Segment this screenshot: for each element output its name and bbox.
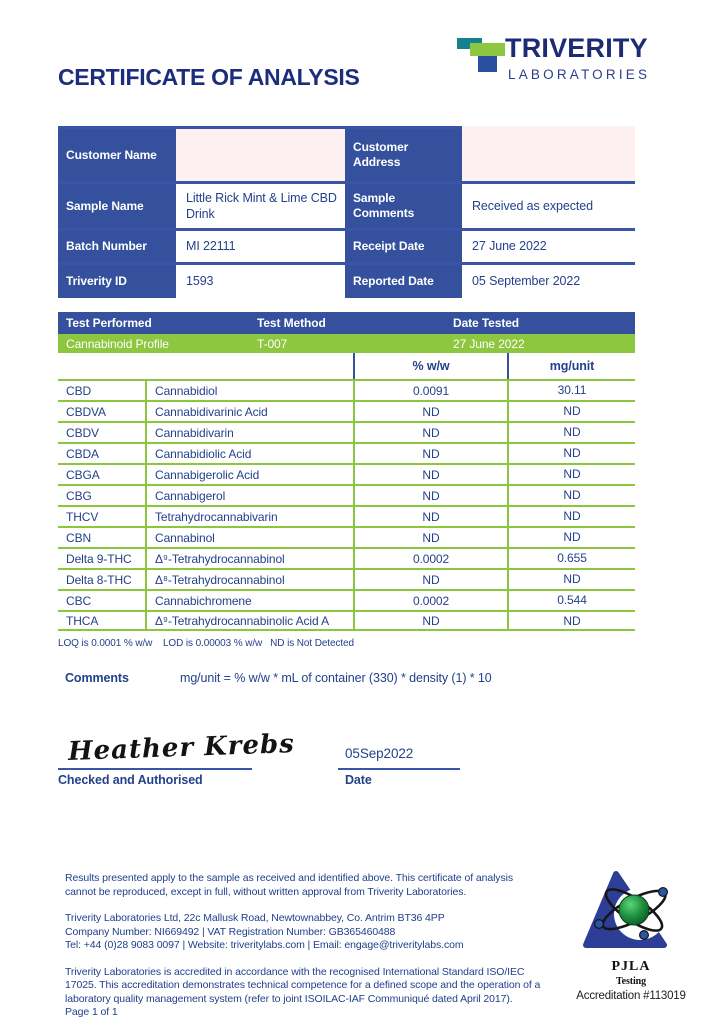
footer-address: Triverity Laboratories Ltd, 22c Mallusk Road, Newtownabbey, Co. Antrim BT36 4PP <box>65 912 445 924</box>
analyte-mg-unit: 0.655 <box>507 549 635 568</box>
pjla-name: PJLA <box>611 959 651 974</box>
analyte-percent-ww: ND <box>353 486 507 505</box>
col-header-date-tested: Date Tested <box>453 316 520 330</box>
info-left-label: Customer Name <box>58 126 176 184</box>
info-right-value <box>462 126 635 184</box>
info-right-label: Reported Date <box>345 265 462 298</box>
col-header-test-method: Test Method <box>257 316 326 330</box>
result-row <box>58 568 635 589</box>
analyte-mg-unit: ND <box>507 465 635 484</box>
analyte-abbr: CBDA <box>66 446 99 461</box>
analyte-abbr: THCV <box>66 509 99 524</box>
info-left-label: Sample Name <box>58 184 176 231</box>
triverity-logo-icon <box>455 33 503 78</box>
analyte-percent-ww: ND <box>353 570 507 589</box>
result-row <box>58 589 635 610</box>
unit-header-percent: % w/w <box>353 353 507 379</box>
sample-info-table <box>58 126 635 298</box>
unit-header-mg: mg/unit <box>507 353 635 379</box>
footer-accreditation: Triverity Laboratories is accredited in accordance with the recognised International Standard ISO/IEC 17025. This accreditation demonstrates technical competence for a defined scope and the operation of a laboratory quality management system (refer to joint ISOILAC-IAF Communiqué dated April 2017). <box>65 965 541 1005</box>
footer-block <box>65 872 543 1020</box>
analyte-mg-unit: ND <box>507 423 635 442</box>
result-row <box>58 400 635 421</box>
analyte-name: Cannabigerol <box>145 486 353 505</box>
analyte-mg-unit: ND <box>507 528 635 547</box>
pjla-testing-label: Testing <box>615 976 647 987</box>
footer-disclaimer: Results presented apply to the sample as received and identified above. This certificate of analysis cannot be reproduced, except in full, without written approval from Triverity Laboratories. <box>65 872 513 898</box>
signature-line <box>58 768 252 770</box>
analyte-name: Cannabidiolic Acid <box>145 444 353 463</box>
analyte-abbr: CBG <box>66 488 92 503</box>
info-right-value: 05 September 2022 <box>472 274 581 289</box>
footer-address-block <box>65 912 543 953</box>
pjla-accreditation-number: Accreditation #113019 <box>576 990 686 1002</box>
analyte-mg-unit: ND <box>507 402 635 421</box>
analyte-percent-ww: ND <box>353 402 507 421</box>
info-left-value: Little Rick Mint & Lime CBD Drink <box>176 184 345 231</box>
logo-blue-square <box>478 56 497 72</box>
info-right-label: Customer Address <box>345 126 462 184</box>
test-method: T-007 <box>257 336 288 351</box>
result-row <box>58 379 635 400</box>
analyte-mg-unit: ND <box>507 570 635 589</box>
info-left-label: Triverity ID <box>58 265 176 298</box>
info-table-row <box>58 231 635 265</box>
result-row <box>58 421 635 442</box>
analyte-percent-ww: 0.0091 <box>353 381 507 400</box>
info-table-row <box>58 184 635 231</box>
comments-text: mg/unit = % w/w * mL of container (330) * density (1) * 10 <box>180 671 492 685</box>
analyte-percent-ww: ND <box>353 465 507 484</box>
result-row <box>58 505 635 526</box>
analyte-name: Cannabidiol <box>145 381 353 400</box>
analyte-abbr: CBD <box>66 383 92 398</box>
analyte-abbr: THCA <box>66 613 99 628</box>
info-right-value: Received as expected <box>462 184 635 231</box>
analyte-percent-ww: ND <box>353 612 507 629</box>
analyte-mg-unit: 30.11 <box>507 381 635 400</box>
footer-company: Company Number: NI669492 | VAT Registration Number: GB365460488 <box>65 925 396 938</box>
analyte-abbr: CBGA <box>66 467 100 482</box>
info-right-label: Receipt Date <box>345 231 462 265</box>
info-right-value: 27 June 2022 <box>462 231 635 265</box>
analyte-percent-ww: 0.0002 <box>353 549 507 568</box>
analyte-mg-unit: ND <box>507 486 635 505</box>
info-table-row <box>58 265 635 298</box>
loq-lod-note: LOQ is 0.0001 % w/w LOD is 0.00003 % w/w ND is Not Detected <box>58 638 354 649</box>
result-row <box>58 526 635 547</box>
comments-label: Comments <box>65 671 129 685</box>
page-number: Page 1 of 1 <box>65 1006 118 1018</box>
logo-green-bar <box>470 43 505 56</box>
result-row <box>58 610 635 631</box>
brand-name: TRIVERITY <box>505 33 648 63</box>
analyte-name: Cannabidivarinic Acid <box>145 402 353 421</box>
info-left-label: Batch Number <box>58 231 176 265</box>
analyte-name: Cannabinol <box>145 528 353 547</box>
test-date: 27 June 2022 <box>453 336 525 351</box>
analyte-percent-ww: ND <box>353 507 507 526</box>
analyte-name: Δ⁹-Tetrahydrocannabinolic Acid A <box>145 612 353 629</box>
result-row <box>58 484 635 505</box>
analyte-mg-unit: ND <box>507 612 635 629</box>
analyte-abbr: CBDVA <box>66 404 106 419</box>
analyte-name: Cannabichromene <box>145 591 353 610</box>
analyte-name: Tetrahydrocannabivarin <box>145 507 353 526</box>
checked-authorised-label: Checked and Authorised <box>58 773 203 787</box>
info-left-value: MI 22111 <box>176 231 345 265</box>
unit-header-spacer <box>58 353 353 379</box>
unit-header-row <box>58 353 635 379</box>
analyte-percent-ww: ND <box>353 423 507 442</box>
date-label: Date <box>345 773 372 787</box>
brand-subtitle: LABORATORIES <box>508 67 651 82</box>
pjla-logo-icon <box>572 868 690 953</box>
results-header-row <box>58 312 635 334</box>
analyte-abbr: Delta 8-THC <box>66 572 132 587</box>
signature-date-value: 05Sep2022 <box>345 746 414 761</box>
info-left-value: 1593 <box>186 274 214 289</box>
pjla-accreditation-mark <box>556 868 706 1002</box>
test-name: Cannabinoid Profile <box>66 336 169 351</box>
results-table <box>58 312 635 631</box>
analyte-percent-ww: ND <box>353 528 507 547</box>
analyte-name: Cannabigerolic Acid <box>145 465 353 484</box>
triverity-logo <box>455 33 670 93</box>
analyte-percent-ww: ND <box>353 444 507 463</box>
result-row <box>58 547 635 568</box>
test-performed-row <box>58 334 635 353</box>
analyte-abbr: CBC <box>66 593 92 608</box>
info-table-row <box>58 126 635 184</box>
date-line <box>338 768 460 770</box>
analyte-mg-unit: ND <box>507 507 635 526</box>
signature-handwriting: Heather Krebs <box>67 729 296 767</box>
analyte-name: Δ⁹-Tetrahydrocannabinol <box>145 549 353 568</box>
analyte-abbr: Delta 9-THC <box>66 551 132 566</box>
analyte-mg-unit: ND <box>507 444 635 463</box>
col-header-test-performed: Test Performed <box>66 316 152 330</box>
analyte-abbr: CBDV <box>66 425 99 440</box>
analyte-name: Δ⁸-Tetrahydrocannabinol <box>145 570 353 589</box>
analyte-name: Cannabidivarin <box>145 423 353 442</box>
info-left-value <box>176 126 345 184</box>
footer-contact: Tel: +44 (0)28 9083 0097 | Website: triveritylabs.com | Email: engage@triveritylabs.com <box>65 939 464 951</box>
analyte-percent-ww: 0.0002 <box>353 591 507 610</box>
analyte-abbr: CBN <box>66 530 92 545</box>
page-title: CERTIFICATE OF ANALYSIS <box>58 64 360 90</box>
result-row <box>58 463 635 484</box>
result-row <box>58 442 635 463</box>
analyte-mg-unit: 0.544 <box>507 591 635 610</box>
info-right-label: Sample Comments <box>345 184 462 231</box>
